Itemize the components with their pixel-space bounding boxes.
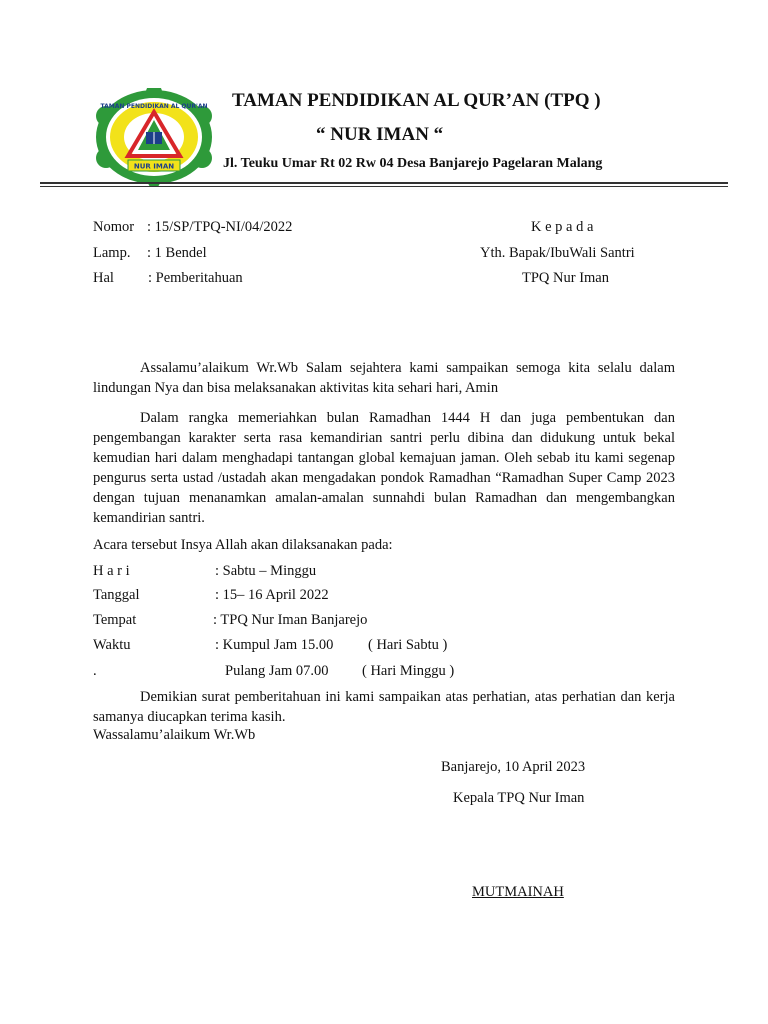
header-rule-thin — [40, 186, 728, 187]
pulang-dot: . — [93, 663, 97, 679]
signature-place-date: Banjarejo, 10 April 2023 — [441, 759, 586, 775]
tpq-logo — [94, 88, 214, 186]
logo-bottom-text: NUR IMAN — [133, 162, 175, 171]
waktu-label: Waktu — [93, 637, 131, 653]
paragraph-closing: Demikian surat pemberitahuan ini kami sampaikan atas perhatian, atas perhatian dan kerja samanya diucapkan terima kasih. — [93, 689, 675, 725]
paragraph-greeting: Assalamu’alaikum Wr.Wb Salam sejahtera kami sampaikan semoga kita selalu dalam lindungan Nya dan bisa melaksanakan aktivitas kita sehari hari, Amin — [93, 360, 675, 396]
lamp-label: Lamp. — [93, 245, 131, 261]
waktu-value: : Kumpul Jam 15.00 — [215, 637, 334, 653]
header-rule-thick — [40, 182, 728, 184]
nomor-label: Nomor — [93, 219, 135, 235]
waktu-note: ( Hari Sabtu ) — [368, 637, 448, 653]
recipient-name: Yth. Bapak/IbuWali Santri — [480, 245, 635, 261]
tempat-label: Tempat — [93, 612, 137, 628]
pulang-value: Pulang Jam 07.00 — [225, 663, 329, 679]
tanggal-value: : 15– 16 April 2022 — [215, 587, 329, 603]
logo-top-text: TAMAN PENDIDIKAN AL QUR'AN — [100, 103, 208, 110]
hal-value: : Pemberitahuan — [148, 270, 243, 286]
school-name: “ NUR IMAN “ — [316, 124, 444, 145]
recipient-kepada: K e p a d a — [531, 219, 594, 235]
tempat-value: : TPQ Nur Iman Banjarejo — [213, 612, 368, 628]
paragraph-main: Dalam rangka memeriahkan bulan Ramadhan 1444 H dan juga pembentukan dan pengembangan karakter serta rasa kemandirian santri perlu dibina dan didukung untuk bekal kemudian hari dalam menghadapi tantangan global kemajuan jaman. Oleh sebab itu kami segenap pengurus serta ustad /ustadah akan mengadakan pondok Ramadhan “Ramadhan Super Camp 2023 dengan tujuan menanamkan amalan-amalan sunnahdi bulan Ramadhan dan mengembangkan kemandirian santri. — [93, 410, 675, 526]
signature-name: MUTMAINAH — [472, 884, 564, 900]
paragraph-schedule-intro: Acara tersebut Insya Allah akan dilaksanakan pada: — [93, 537, 393, 553]
signature-position: Kepala TPQ Nur Iman — [453, 790, 585, 806]
hari-value: : Sabtu – Minggu — [215, 563, 317, 579]
tanggal-label: Tanggal — [93, 587, 140, 603]
hari-label: H a r i — [93, 563, 130, 579]
school-title: TAMAN PENDIDIKAN AL QUR’AN (TPQ ) — [232, 90, 601, 111]
closing-salam: Wassalamu’alaikum Wr.Wb — [93, 727, 256, 743]
school-address: Jl. Teuku Umar Rt 02 Rw 04 Desa Banjarejo Pagelaran Malang — [223, 156, 603, 171]
pulang-note: ( Hari Minggu ) — [362, 663, 455, 679]
recipient-org: TPQ Nur Iman — [522, 270, 609, 286]
nomor-value: : 15/SP/TPQ-NI/04/2022 — [147, 219, 293, 235]
hal-label: Hal — [93, 270, 114, 286]
lamp-value: : 1 Bendel — [147, 245, 207, 261]
